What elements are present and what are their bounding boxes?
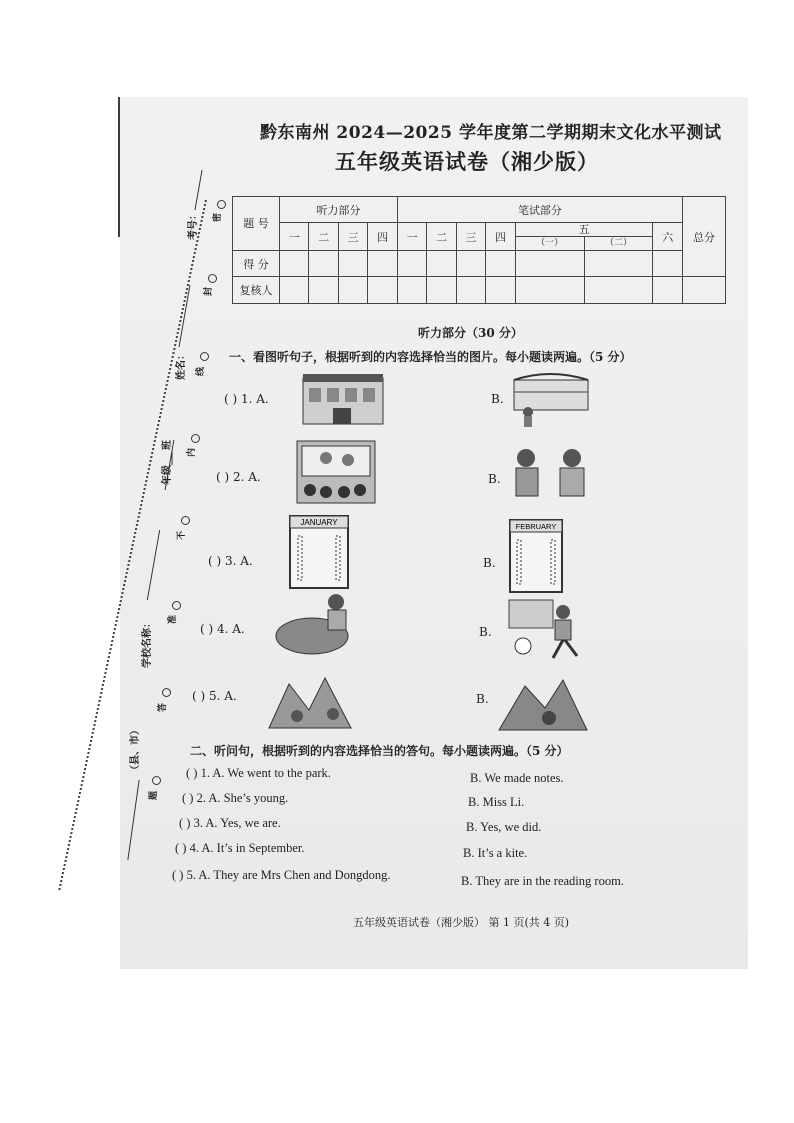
writing-header: 笔试部分 <box>397 197 682 223</box>
listening-col-4: 四 <box>368 223 397 251</box>
part2-item-1-b: B. We made notes. <box>470 771 564 785</box>
grade-class-label: 年级___班 <box>162 440 173 485</box>
score-cell[interactable] <box>515 250 584 276</box>
seal-circle <box>181 516 190 525</box>
score-cell[interactable] <box>280 250 309 276</box>
part1-item-3: ( ) 3. A. <box>208 554 253 568</box>
part2-item-2-a: ( ) 2. A. She’s young. <box>182 791 289 805</box>
listening-col-2: 二 <box>309 223 338 251</box>
checker-row-label: 复核人 <box>233 277 280 304</box>
question-number-header: 题 号 <box>233 197 280 251</box>
checker-cell[interactable] <box>397 277 426 304</box>
mountains-a-picture <box>267 670 353 730</box>
part2-item-3-b: B. Yes, we did. <box>466 820 542 834</box>
page-footer: 五年级英语试卷（湘少版） 第 1 页(共 4 页) <box>353 916 570 929</box>
seal-circle <box>200 352 209 361</box>
part2-item-1-a: ( ) 1. A. We went to the park. <box>186 766 331 780</box>
exam-title-line2: 五年级英语试卷（湘少版） <box>335 149 599 174</box>
part1-item-4: ( ) 4. A. <box>200 622 245 636</box>
score-cell[interactable] <box>653 250 683 276</box>
part1-item-2: ( ) 2. A. <box>216 470 261 484</box>
seal-circle <box>172 601 181 610</box>
checker-cell[interactable] <box>338 277 367 304</box>
checker-cell[interactable] <box>653 277 683 304</box>
calendar-january-picture <box>288 514 350 590</box>
checker-cell[interactable] <box>427 277 456 304</box>
score-cell[interactable] <box>338 250 367 276</box>
school-name-label: 学校名称： <box>142 618 153 668</box>
calendar-b-title: FEBRUARY <box>515 522 557 531</box>
county-label: （县、市） <box>130 725 141 775</box>
seal-circle <box>208 274 217 283</box>
writing-col-5-sub-2: （二） <box>604 237 632 248</box>
score-cell[interactable] <box>397 250 426 276</box>
score-cell[interactable] <box>427 250 456 276</box>
writing-col-1: 一 <box>397 223 426 251</box>
part2-item-2-b: B. Miss Li. <box>468 795 525 809</box>
seal-char: 不 <box>177 530 187 540</box>
seal-circle <box>152 776 161 785</box>
seal-circle <box>162 688 171 697</box>
calendar-a-title: JANUARY <box>300 518 338 527</box>
student-name-label: 姓名： <box>176 350 187 380</box>
mountains-b-picture <box>497 674 589 732</box>
part1-item-5-b: B. <box>476 692 489 706</box>
seal-circle <box>217 200 226 209</box>
part1-item-5: ( ) 5. A. <box>192 689 237 703</box>
building-picture <box>297 370 389 426</box>
exam-title-line1: 黔东南州 2024—2025 学年度第二学期期末文化水平测试 <box>260 123 722 143</box>
seal-char: 准 <box>168 614 178 624</box>
checker-cell[interactable] <box>683 277 726 304</box>
listening-col-1: 一 <box>280 223 309 251</box>
part2-item-5-b: B. They are in the reading room. <box>461 874 624 888</box>
part1-item-2-b: B. <box>488 472 501 486</box>
gardening-picture <box>272 590 358 658</box>
score-table <box>232 196 726 304</box>
checker-cell[interactable] <box>486 277 515 304</box>
part1-item-1-b: B. <box>491 392 504 406</box>
children-talking-picture <box>508 444 592 500</box>
seal-char: 内 <box>187 447 197 457</box>
listening-section-title: 听力部分（30 分） <box>418 326 523 340</box>
score-cell[interactable] <box>456 250 485 276</box>
seal-circle <box>191 434 200 443</box>
writing-col-6: 六 <box>653 223 683 251</box>
checker-cell[interactable] <box>515 277 584 304</box>
seal-char: 答 <box>158 702 168 712</box>
score-cell[interactable] <box>486 250 515 276</box>
score-cell[interactable] <box>368 250 397 276</box>
part1-item-1: ( ) 1. A. <box>224 392 269 406</box>
part2-item-5-a: ( ) 5. A. They are Mrs Chen and Dongdong. <box>172 868 391 882</box>
part2-item-4-b: B. It’s a kite. <box>463 846 528 860</box>
writing-col-5 <box>515 223 653 251</box>
listening-header: 听力部分 <box>280 197 398 223</box>
score-cell[interactable] <box>309 250 338 276</box>
score-cell[interactable] <box>584 250 653 276</box>
part1-item-3-b: B. <box>483 556 496 570</box>
part2-heading: 二、听问句，根据听到的内容选择恰当的答句。每小题读两遍。（5 分） <box>190 744 569 758</box>
writing-col-2: 二 <box>427 223 456 251</box>
writing-col-5-label: 五 <box>516 224 653 237</box>
checker-cell[interactable] <box>584 277 653 304</box>
listening-col-3: 三 <box>338 223 367 251</box>
seal-char: 密 <box>213 212 223 222</box>
checker-cell[interactable] <box>309 277 338 304</box>
total-header: 总分 <box>683 197 726 277</box>
stage-show-picture <box>296 440 376 504</box>
part2-item-3-a: ( ) 3. A. Yes, we are. <box>179 816 281 830</box>
school-gate-picture <box>512 370 592 428</box>
calendar-february-picture <box>508 518 564 594</box>
checker-cell[interactable] <box>368 277 397 304</box>
score-row-label: 得 分 <box>233 250 280 276</box>
part1-heading: 一、看图听句子，根据听到的内容选择恰当的图片。每小题读两遍。（5 分） <box>229 350 632 364</box>
part2-item-4-a: ( ) 4. A. It’s in September. <box>175 841 305 855</box>
seal-char: 题 <box>149 790 159 800</box>
seal-char: 封 <box>204 286 214 296</box>
writing-col-3: 三 <box>456 223 485 251</box>
checker-cell[interactable] <box>280 277 309 304</box>
boy-running-picture <box>505 598 589 662</box>
part1-item-4-b: B. <box>479 625 492 639</box>
exam-number-label: 考号： <box>188 210 199 240</box>
writing-col-5-sub-1: （一） <box>516 237 585 250</box>
writing-col-4: 四 <box>486 223 515 251</box>
seal-char: 线 <box>196 366 206 376</box>
checker-cell[interactable] <box>456 277 485 304</box>
